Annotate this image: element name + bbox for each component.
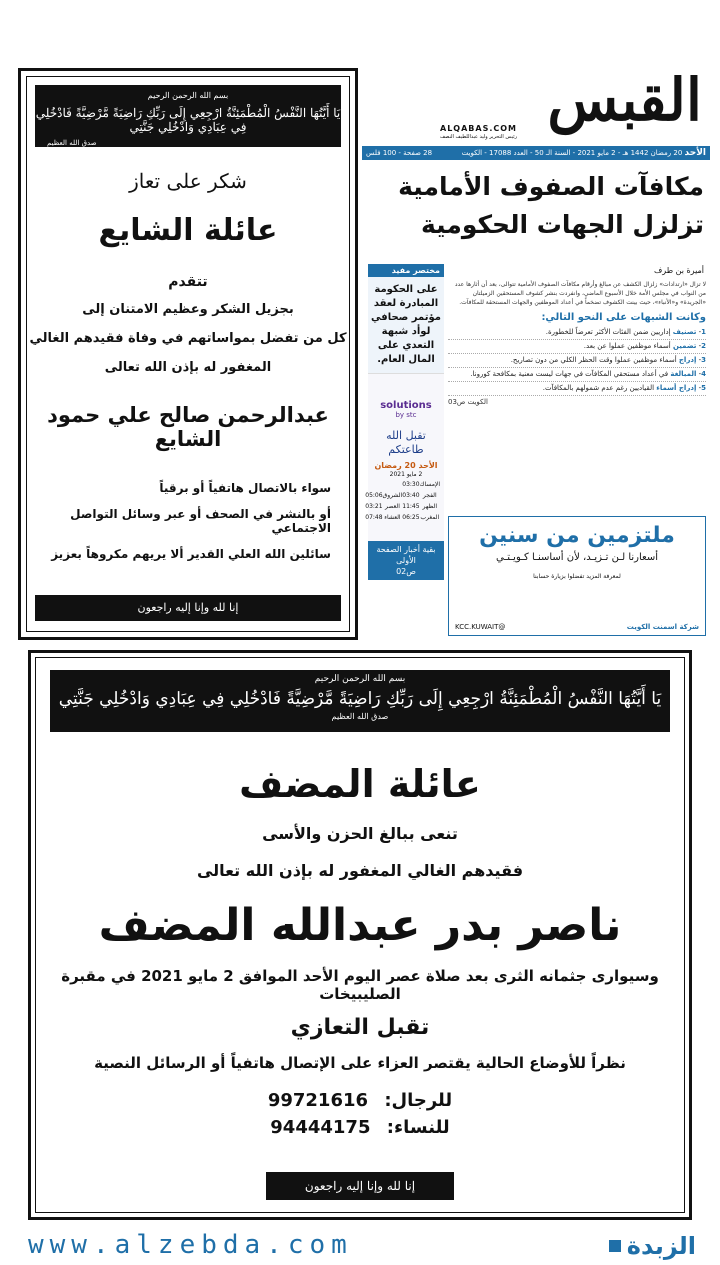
newspaper-editor: رئيس التحرير وليد عبداللطيف النصف (440, 134, 518, 140)
burial-details: وسيوارى جثمانه الثرى بعد صلاة عصر اليوم الأحد الموافق 2 مايو 2021 في مقبرة الصليبيخات (61, 967, 659, 1003)
main-headline (364, 168, 704, 244)
stc-solutions-logo: solutions by stc (380, 400, 432, 419)
thanks-line-4: المغفور له بإذن الله تعالى (104, 360, 272, 375)
list-item: 5- إدراج أسماء القياديين رغم عدم شمولهم بالمكافآت. (448, 382, 706, 396)
front-sidebar (365, 264, 444, 638)
brand-name: الزبدة (626, 1232, 696, 1260)
ad-subline: أسعارنا لـن تـزيـد، لأن أساسنـا كـويـتـي (495, 552, 659, 563)
ad-brand: شركة اسمنت الكويت (626, 623, 699, 631)
women-label: للنساء: (386, 1117, 450, 1138)
family-name: عائلة المضف (239, 762, 481, 806)
ad-more: لمعرفة المزيد تفضلوا بزيارة حسابنا (533, 573, 621, 580)
footer-verse-band: إنا لله وإنا إليه راجعون (35, 595, 341, 621)
list-item: 2- تضمين أسماء موظفين عملوا عن بعد. (448, 340, 706, 354)
brand-logo (609, 1232, 696, 1260)
verse-sadaq: صدق الله العظيم (47, 139, 97, 147)
verse-text: يَا أَيَّتُهَا النَّفْسُ الْمُطْمَئِنَّةُ ارْجِعِي إِلَى رَبِّكِ رَاضِيَةً مَّرْضِيَّةً فَادْخُلِي فِي عِبَادِي وَادْخُلِي جَنَّتِي (35, 106, 341, 134)
women-phone-line (36, 1117, 684, 1138)
condolences-heading: تقبل التعازي (290, 1015, 430, 1040)
main-article (448, 280, 706, 407)
women-phone: 94444175 (270, 1117, 371, 1138)
thanks-title: شكر على تعاز (129, 169, 247, 193)
list-item: 1- تصنيف إداريين ضمن الفئات الأكثر تعرضاً للخطورة. (448, 326, 706, 340)
more-news-box: بقية أخبار الصفحة الأولى ص02 (368, 541, 444, 580)
headline-line-2: تزلزل الجهات الحكومية (421, 210, 704, 239)
headline-line-1: مكافآت الصفوف الأمامية (398, 172, 704, 201)
men-phone-line (36, 1090, 684, 1111)
family-name: عائلة الشايع (98, 213, 278, 248)
verse-sadaq: صدق الله العظيم (331, 712, 389, 721)
men-phone: 99721616 (267, 1090, 369, 1111)
quran-verse-band (50, 670, 670, 732)
byline: أميرة بن طرف (653, 266, 704, 275)
footer-bar (0, 1228, 720, 1265)
thanks-para-3: سائلين الله العلي القدير ألا يريهم مكروهاً بعزيز (51, 547, 331, 561)
suspicions-list (448, 326, 706, 396)
condolence-frame (35, 657, 685, 1213)
kuwait-cement-ad (448, 516, 706, 636)
footer-verse-band: إنا لله وإنا إليه راجعون (266, 1172, 454, 1200)
thanks-para-1: سواء بالاتصال هاتفياً أو برقياً (159, 481, 331, 495)
verse-text: يَا أَيَّتُهَا النَّفْسُ الْمُطْمَئِنَّةُ ارْجِعِي إِلَى رَبِّكِ رَاضِيَةً مَّرْضِيَّةً فَادْخُلِي فِي عِبَادِي وَادْخُلِي جَنَّتِي (58, 689, 662, 709)
mourning-line-2: فقيدهم الغالي المغفور له بإذن الله تعالى (196, 861, 524, 880)
mourning-line-1: تنعى ببالغ الحزن والأسى (262, 824, 458, 843)
thanks-notice-frame (26, 76, 350, 632)
instagram-handle: @KCC.KUWAIT (455, 623, 506, 631)
sidebar-tag: مختصر مفيد (368, 264, 444, 277)
list-item: 4- المبالغة في أعداد مستحقي المكافآت في جهات ليست معنية بمكافحة كورونا. (448, 368, 706, 382)
thanks-notice (18, 68, 358, 640)
ad-footer (455, 623, 699, 631)
article-subhead: وكانت الشبهات على النحو التالي: (541, 312, 706, 323)
dateline-info: 20 رمضان 1442 هـ - 2 مايو 2021 - السنة الـ 50 - العدد 17088 - الكويت (461, 149, 683, 157)
thanks-line-1: تتقدم (168, 274, 208, 290)
dateline-day: الأحد (684, 148, 706, 158)
dateline-pages: 28 صفحة - 100 فلس (366, 149, 433, 157)
deceased-name: عبدالرحمن صالح علي حمود الشايع (47, 403, 329, 451)
basmala: بسم الله الرحمن الرحيم (147, 91, 229, 100)
page-reference: الكويت ص03 (448, 398, 488, 406)
prayer-table: الإمساك 03:30 الفجر 03:40 الشروق 05:06 الظهر 11:45 العصر 03:21 المغرب 06:25 العشاء 07:48 (365, 481, 440, 521)
article-intro: لا تزال «ارتدادات» زلزال الكشف عن مبالغ وأرقام مكافآت الصفوف الأمامية تتوالى، بعد أن أثارها عدد من النواب في مجلس الأمة خلال الأسبوع الماضي، وانفردت بنشر كشوف المستحقين الزميلتان «الجريدة» و«الأنباء»، حيث بينت الكشوف تضخماً في أعداد الموظفين والجهات المستحقة للمكافآت. (454, 281, 706, 306)
site-url: www.alzebda.com (28, 1230, 353, 1260)
ad-headline: ملتزمين من سنين (479, 523, 675, 548)
thanks-para-2: أو بالنشر في الصحف أو عبر وسائل التواصل الاجتماعي (70, 507, 331, 535)
stc-greeting: تقبل الله طاعتكم (386, 429, 426, 456)
newspaper-masthead (432, 68, 702, 148)
prayer-times: الأحد 20 رمضان 2 مايو 2021 الإمساك 03:30 الفجر 03:40 الشروق 05:06 الظهر 11:45 العصر 03:21 المغرب 06:25 العشاء 07:48 (365, 461, 440, 521)
newspaper-front-page (362, 68, 710, 640)
thanks-line-2: بجزيل الشكر وعظيم الامتنان إلى (82, 302, 294, 317)
basmala: بسم الله الرحمن الرحيم (314, 674, 406, 684)
brand-mark-icon (609, 1240, 621, 1252)
newspaper-logo: القبس (547, 66, 702, 134)
deceased-name: ناصر بدر عبدالله المضف (98, 900, 622, 951)
covid-note: نظراً للأوضاع الحالية يقتصر العزاء على الإتصال هاتفياً أو الرسائل النصية (94, 1054, 626, 1072)
newspaper-site: ALQABAS.COM (440, 124, 518, 133)
condolence-notice (28, 650, 692, 1220)
dateline-bar (362, 146, 710, 160)
list-item: 3- إدراج أسماء موظفين عملوا وقت الحظر الكلي من دون تصاريح. (448, 354, 706, 368)
men-label: للرجال: (384, 1090, 453, 1111)
thanks-line-3: كل من تفضل بمواساتهم في وفاة فقيدهم الغالي (29, 331, 347, 346)
quran-verse-band (35, 85, 341, 147)
stc-ad (365, 373, 444, 541)
sidebar-news: على الحكومة المبادرة لعقد مؤتمر صحافي لوأد شبهة التعدي على المال العام. (368, 277, 444, 373)
